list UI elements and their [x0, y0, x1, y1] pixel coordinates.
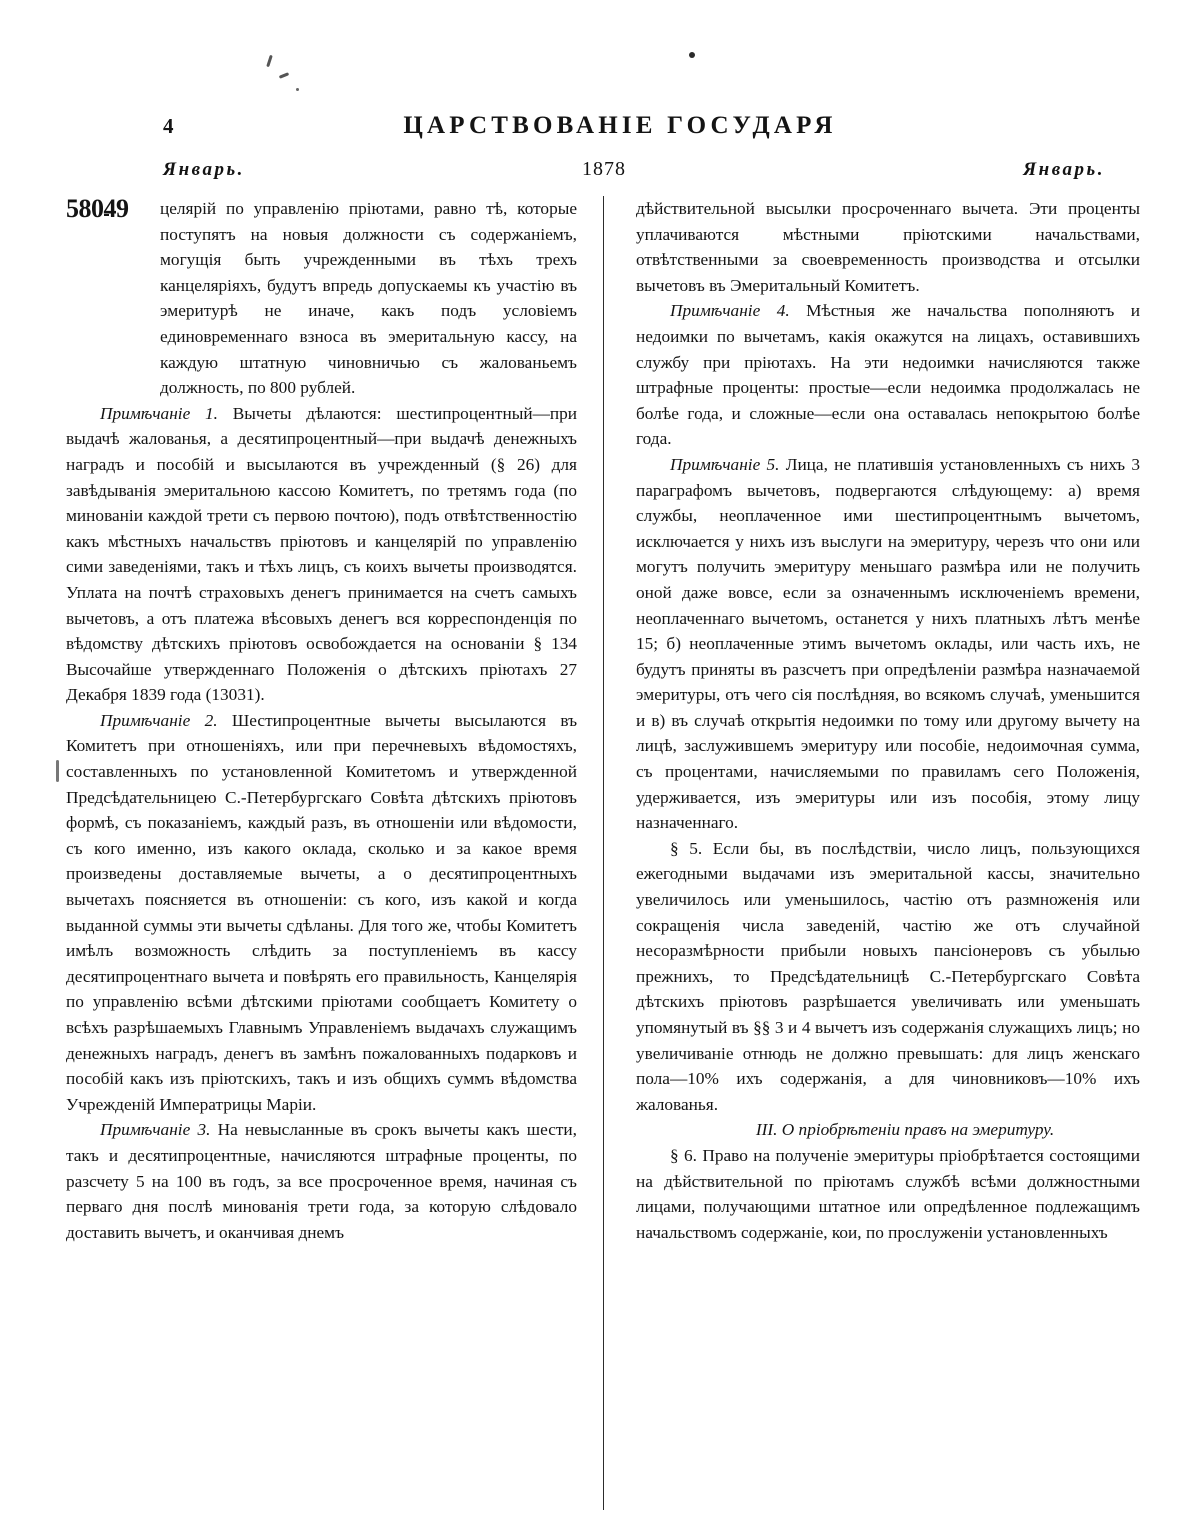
note-3-text: На невысланные въ срокъ вычеты какъ шести, такъ и десятипроцентные, начисляются штрафные проценты, по разсчету 5 на 100 въ годъ, за все просроченное время, начиная съ перваго дня послѣ минованія трети года, за которую слѣдовало доставить вычетъ, и оканчивая днемъ: [66, 1120, 578, 1242]
note-4-label: Примѣчаніе 4.: [670, 301, 790, 321]
paragraph-continuation: целярій по управленію пріютами, равно тѣ, которые поступятъ на новыя должности съ содержаніемъ, могущія быть учрежденными въ тѣхъ трехъ канцеляріяхъ, будутъ впредь допускаемы къ участію въ эмеритурѣ не иначе, какъ подъ условіемъ единовременнаго взноса въ эмеритальную кассу, на каждую штатную чиновничью съ жалованьемъ должность, по 800 рублей.: [160, 199, 577, 398]
ink-speck-icon: [296, 88, 299, 91]
paragraph-continuation-right: дѣйствительной высылки просроченнаго вычета. Эти проценты уплачиваются мѣстными пріютскими начальствами, отвѣтственными за своевременность производства и отсылки вычетовъ въ Эмеритальный Комитетъ.: [636, 199, 1140, 295]
two-column-body: [66, 196, 1140, 1510]
ink-speck-icon: [56, 760, 59, 782]
month-left: Январь.: [163, 159, 245, 180]
note-3-label: Примѣчаніе 3.: [100, 1120, 211, 1140]
paragraph-5-text: Если бы, въ послѣдствіи, число лицъ, пользующихся ежегодными выдачами изъ эмеритальной кассы, значительно увеличилось или уменьшилось, частію отъ размноженія или сокращенія числа заведеній, частію же отъ случайной несоразмѣрности прибыли новыхъ пансіонеровъ съ убылью прежнихъ, то Предсѣдательницѣ С.-Петербургскаго Совѣта дѣтскихъ пріютовъ разрѣшается увеличивать или уменьшать упомянутый въ §§ 3 и 4 вычетъ изъ содержанія служащихъ лицъ; но увеличиваніе отнюдь не должно превышать: для лицъ женскаго пола—10% ихъ содержанія, а для чиновниковъ—10% ихъ жалованья.: [636, 838, 1140, 1114]
document-number: 58049: [66, 194, 129, 223]
note-3: [66, 1117, 577, 1245]
right-column: [603, 196, 1140, 1510]
paragraph-5: [636, 836, 1140, 1118]
running-title: ЦАРСТВОВАНІЕ ГОСУДАРЯ: [403, 112, 837, 139]
ink-speck-icon: [279, 72, 289, 79]
note-2: [66, 708, 577, 1118]
note-5: [636, 452, 1140, 836]
left-column: [66, 196, 603, 1510]
note-2-text: Шестипроцентные вычеты высылаются въ Комитетъ при отношеніяхъ, или при перечневыхъ вѣдомостяхъ, составленныхъ по установленной Комитетомъ и утвержденной Предсѣдательницею С.-Петербургскаго Совѣта дѣтскихъ пріютовъ формѣ, съ показаніемъ, каждый разъ, въ отношеніи или вѣдомости, съ кого именно, изъ какого оклада, сколько и за какое время произведены доставляемые вычеты, а о десятипроцентныхъ вычетахъ поясняется въ отношеніи: съ кого, изъ какой и когда выданной суммы эти вычеты сдѣланы. Для того же, чтобы Комитетъ имѣлъ возможность слѣдить за поступленіемъ въ кассу десятипроцентнаго вычета и повѣрять его правильность, Канцелярія по управленію всѣми дѣтскими пріютами сообщаетъ Комитету о всѣхъ разрѣшаемыхъ Главнымъ Управленіемъ выдачахъ служащимъ денежныхъ наградъ, денегъ въ замѣнъ пожалованныхъ подарковъ и пособій какъ изъ пріютскихъ, такъ и изъ общихъ суммъ вѣдомства Учрежденій Императрицы Маріи.: [66, 710, 578, 1114]
paragraph-6-label: § 6.: [670, 1145, 697, 1165]
note-1-text: Вычеты дѣлаются: шестипроцентный—при выдачѣ жалованья, а десятипроцентный—при выдачѣ денежныхъ наградъ и пособій и высылаются въ учрежденный (§ 26) для завѣдыванія эмеритальною кассою Комитетъ, по третямъ года (по минованіи каждой трети съ первою почтою), подъ отвѣтственностію какъ мѣстныхъ начальствъ пріютовъ и канцелярій по управленію сими заведеніями, такъ и тѣхъ лицъ, съ коихъ вычеты производятся. Уплата на почтѣ страховыхъ денегъ принимается на счетъ самыхъ вычетовъ, а отъ платежа вѣсовыхъ денегъ вся корреспонденція по вѣдомству дѣтскихъ пріютовъ освобождается на основаніи § 134 Высочайше утвержденнаго Положенія о дѣтскихъ пріютахъ 27 Декабря 1839 года (13031).: [66, 403, 577, 705]
paragraph-5-label: § 5.: [670, 838, 703, 858]
section-heading: III. О пріобрѣтеніи правъ на эмеритуру.: [755, 1120, 1055, 1140]
note-1-label: Примѣчаніе 1.: [100, 403, 218, 423]
note-5-label: Примѣчаніе 5.: [670, 454, 780, 474]
ink-speck-icon: [689, 52, 695, 58]
ink-speck-icon: [266, 55, 273, 67]
page-subheader: [163, 158, 1105, 181]
year-label: 1878: [582, 158, 626, 180]
note-4-text: Мѣстныя же начальства пополняютъ и недоимки по вычетамъ, какія окажутся на лицахъ, оставившихъ службу при пріютахъ. На эти недоимки начисляются также штрафные проценты: простые—если недоимка продолжалась не болѣе года, и сложные—если она оставалась непокрытою болѣе года.: [636, 301, 1140, 449]
paragraph-6-text: Право на полученіе эмеритуры пріобрѣтается состоящими на дѣйствительной по пріютамъ службѣ всѣми должностными лицами, получающими штатное или опредѣленное подлежащимъ начальствомъ содержаніе, кои, по прослуженіи установленныхъ: [636, 1145, 1140, 1242]
note-2-label: Примѣчаніе 2.: [100, 710, 218, 730]
note-4: [636, 298, 1140, 452]
page-number: 4: [163, 114, 174, 138]
paragraph-6: [636, 1143, 1140, 1245]
note-5-text: Лица, не платившія установленныхъ съ нихъ 3 параграфомъ вычетовъ, подвергаются слѣдующему: а) время службы, неоплаченное ими шестипроцентнымъ вычетомъ, исключается у нихъ изъ выслуги на эмеритуру, черезъ что они или могутъ получить эмеритуру меньшаго размѣра или не получить оной даже вовсе, если за означеннымъ исключеніемъ времени, неоплаченнаго вычетомъ, останется у нихъ платныхъ лѣтъ менѣе 15; б) неоплаченные этимъ вычетомъ оклады, или часть ихъ, не будутъ приняты въ разсчетъ при опредѣленіи размѣра назначаемой эмеритуры, отъ чего сія послѣдняя, во всякомъ случаѣ, уменьшится и в) въ случаѣ открытія недоимки по тому или другому вычету на лицѣ, заслужившемъ эмеритуру или пособіе, недоимочная сумма, съ процентами, начисляемыми по правиламъ сего Положенія, удерживается, изъ эмеритуры или изъ пособія, этому лицу назначеннаго.: [636, 454, 1141, 833]
month-right: Январь.: [1023, 159, 1105, 180]
note-1: [66, 401, 577, 708]
